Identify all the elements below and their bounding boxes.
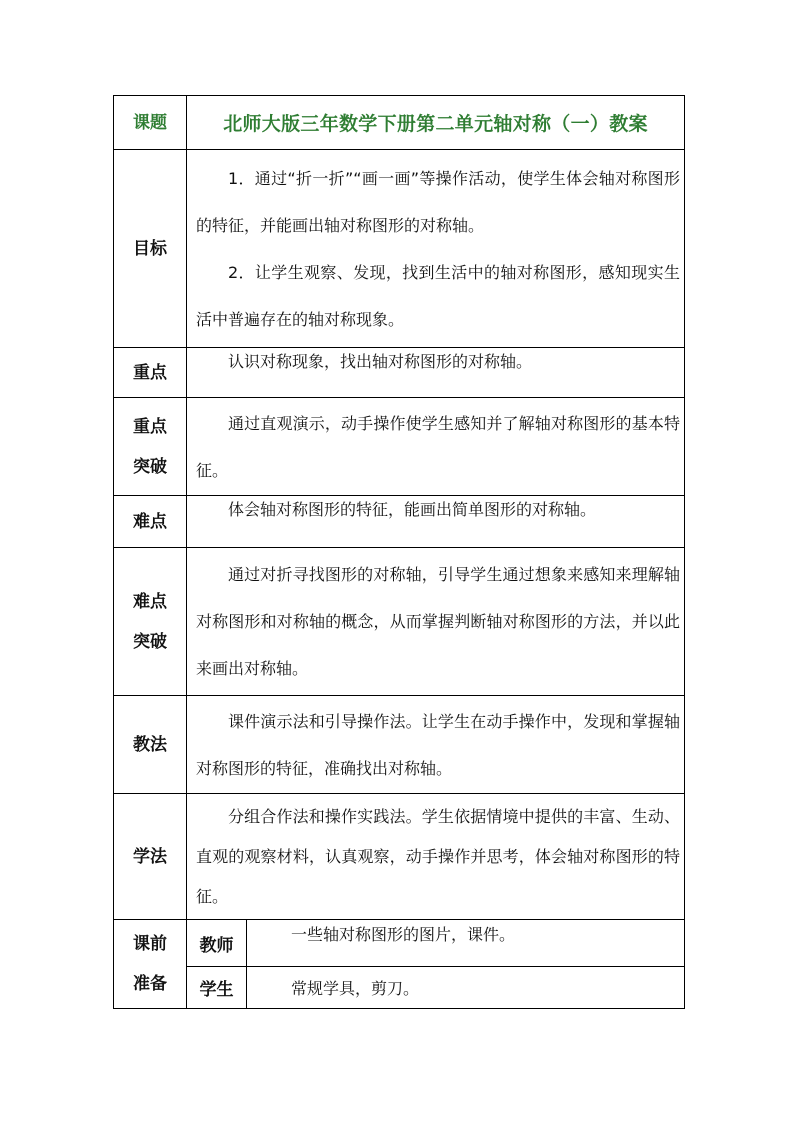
preparation-student-row (114, 967, 685, 1009)
key-content (187, 348, 685, 398)
lesson-plan-table (113, 95, 685, 1009)
key-break-row (114, 398, 685, 496)
difficulty-break-label (114, 548, 187, 696)
teaching-method-row (114, 696, 685, 794)
preparation-label-line-2: 准备 (133, 974, 167, 994)
lesson-plan-sheet (113, 95, 685, 1009)
goal-row (114, 150, 685, 348)
key-break-label (114, 398, 187, 496)
learning-method-text: 分组合作法和操作实践法。学生依据情境中提供的丰富、生动、直观的观察材料，认真观察，动手操作并思考，体会轴对称图形的特征。 (196, 806, 680, 906)
difficulty-break-label-line-1: 难点 (133, 591, 167, 612)
difficulty-row (114, 496, 685, 548)
teaching-method-label: 教法 (114, 696, 187, 794)
topic-label: 课题 (114, 96, 187, 150)
difficulty-content (187, 496, 685, 548)
preparation-label-line-1: 课前 (133, 934, 167, 954)
key-break-label-line-1: 重点 (133, 416, 167, 437)
page-title: 北师大版三年数学下册第二单元轴对称（一）教案 (187, 96, 685, 150)
learning-method-row (114, 794, 685, 920)
teacher-label: 教师 (187, 920, 247, 967)
key-row (114, 348, 685, 398)
student-label: 学生 (187, 967, 247, 1009)
key-break-text: 通过直观演示，动手操作使学生感知并了解轴对称图形的基本特征。 (196, 413, 680, 480)
difficulty-label: 难点 (114, 496, 187, 548)
goal-content (187, 150, 685, 348)
difficulty-break-label-line-2: 突破 (133, 631, 167, 652)
preparation-teacher-row (114, 920, 685, 967)
goal-label: 目标 (114, 150, 187, 348)
difficulty-text: 体会轴对称图形的特征，能画出简单图形的对称轴。 (228, 500, 597, 519)
key-text: 认识对称现象，找出轴对称图形的对称轴。 (228, 352, 533, 371)
difficulty-break-text: 通过对折寻找图形的对称轴，引导学生通过想象来感知来理解轴对称图形和对称轴的概念，从而掌握判断轴对称图形的方法，并以此来画出对称轴。 (196, 565, 680, 678)
goal-paragraph-1: 1．通过“折一折”“画一画”等操作活动，使学生体会轴对称图形的特征，并能画出轴对称图形的对称轴。 (196, 168, 680, 235)
goal-paragraph-2: 2．让学生观察、发现，找到生活中的轴对称图形，感知现实生活中普遍存在的轴对称现象。 (196, 262, 680, 329)
key-break-content (187, 398, 685, 496)
header-row (114, 96, 685, 150)
difficulty-break-content (187, 548, 685, 696)
learning-method-content (187, 794, 685, 920)
key-break-label-line-2: 突破 (133, 456, 167, 477)
teaching-method-content (187, 696, 685, 794)
difficulty-break-row (114, 548, 685, 696)
teacher-prep-text: 一些轴对称图形的图片，课件。 (247, 920, 685, 967)
student-prep-text: 常规学具，剪刀。 (247, 967, 685, 1009)
learning-method-label: 学法 (114, 794, 187, 920)
teaching-method-text: 课件演示法和引导操作法。让学生在动手操作中，发现和掌握轴对称图形的特征，准确找出对称轴。 (196, 711, 680, 778)
preparation-label (114, 920, 187, 1009)
key-label: 重点 (114, 348, 187, 398)
